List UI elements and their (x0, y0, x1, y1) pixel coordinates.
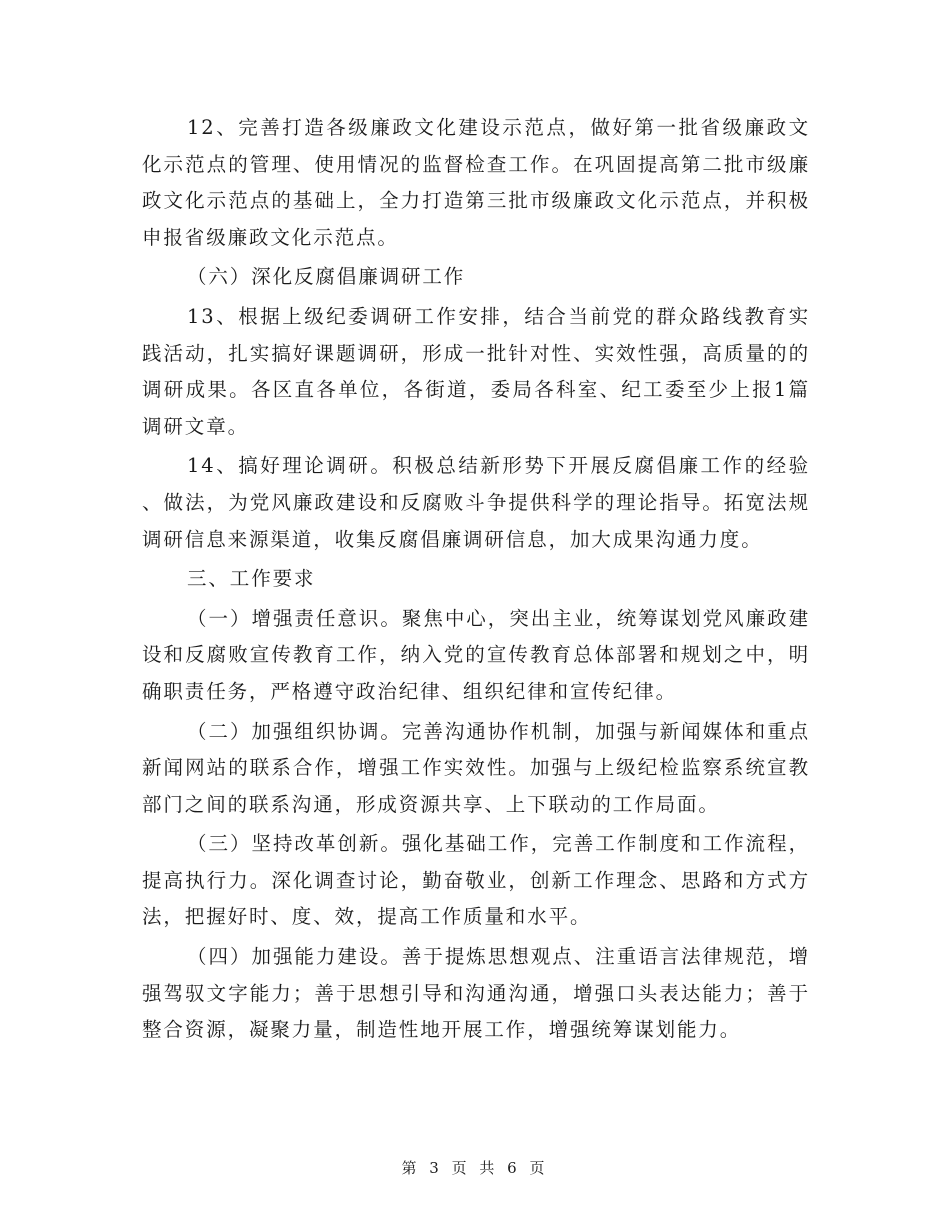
paragraph-item-14: 14、搞好理论调研。积极总结新形势下开展反腐倡廉工作的经验、做法，为党风廉政建设和反腐败斗争提供科学的理论指导。拓宽法规调研信息来源渠道，收集反腐倡廉调研信息，加大成果沟通力度。 (142, 454, 810, 551)
paragraph-requirement-4: （四）加强能力建设。善于提炼思想观点、注重语言法律规范，增强驾驭文字能力；善于思想引导和沟通沟通，增强口头表达能力；善于整合资源，凝聚力量，制造性地开展工作，增强统筹谋划能力。 (142, 945, 810, 1042)
paragraph-item-12: 12、完善打造各级廉政文化建设示范点，做好第一批省级廉政文化示范点的管理、使用情况的监督检查工作。在巩固提高第二批市级廉政文化示范点的基础上，全力打造第三批市级廉政文化示范点，并积极申报省级廉政文化示范点。 (142, 116, 810, 249)
section-heading-research: （六）深化反腐倡廉调研工作 (187, 265, 466, 289)
paragraph-requirement-3: （三）坚持改革创新。强化基础工作，完善工作制度和工作流程，提高执行力。深化调查讨论，勤奋敬业，创新工作理念、思路和方式方法，把握好时、度、效，提高工作质量和水平。 (142, 832, 810, 929)
paragraph-item-13: 13、根据上级纪委调研工作安排，结合当前党的群众路线教育实践活动，扎实搞好课题调研，形成一批针对性、实效性强，高质量的的调研成果。各区直各单位，各街道，委局各科室、纪工委至少上报1篇调研文章。 (142, 304, 810, 438)
paragraph-requirement-2: （二）加强组织协调。完善沟通协作机制，加强与新闻媒体和重点新闻网站的联系合作，增强工作实效性。加强与上级纪检监察系统宣教部门之间的联系沟通，形成资源共享、上下联动的工作局面。 (142, 719, 810, 816)
page-number-footer: 第 3 页 共 6 页 (401, 1159, 549, 1177)
document-body (142, 110, 810, 1052)
paragraph-requirement-1: （一）增强责任意识。聚焦中心，突出主业，统筹谋划党风廉政建设和反腐败宣传教育工作，纳入党的宣传教育总体部署和规划之中，明确职责任务，严格遵守政治纪律、组织纪律和宣传纪律。 (142, 606, 810, 703)
section-heading-requirements: 三、工作要求 (187, 567, 316, 591)
